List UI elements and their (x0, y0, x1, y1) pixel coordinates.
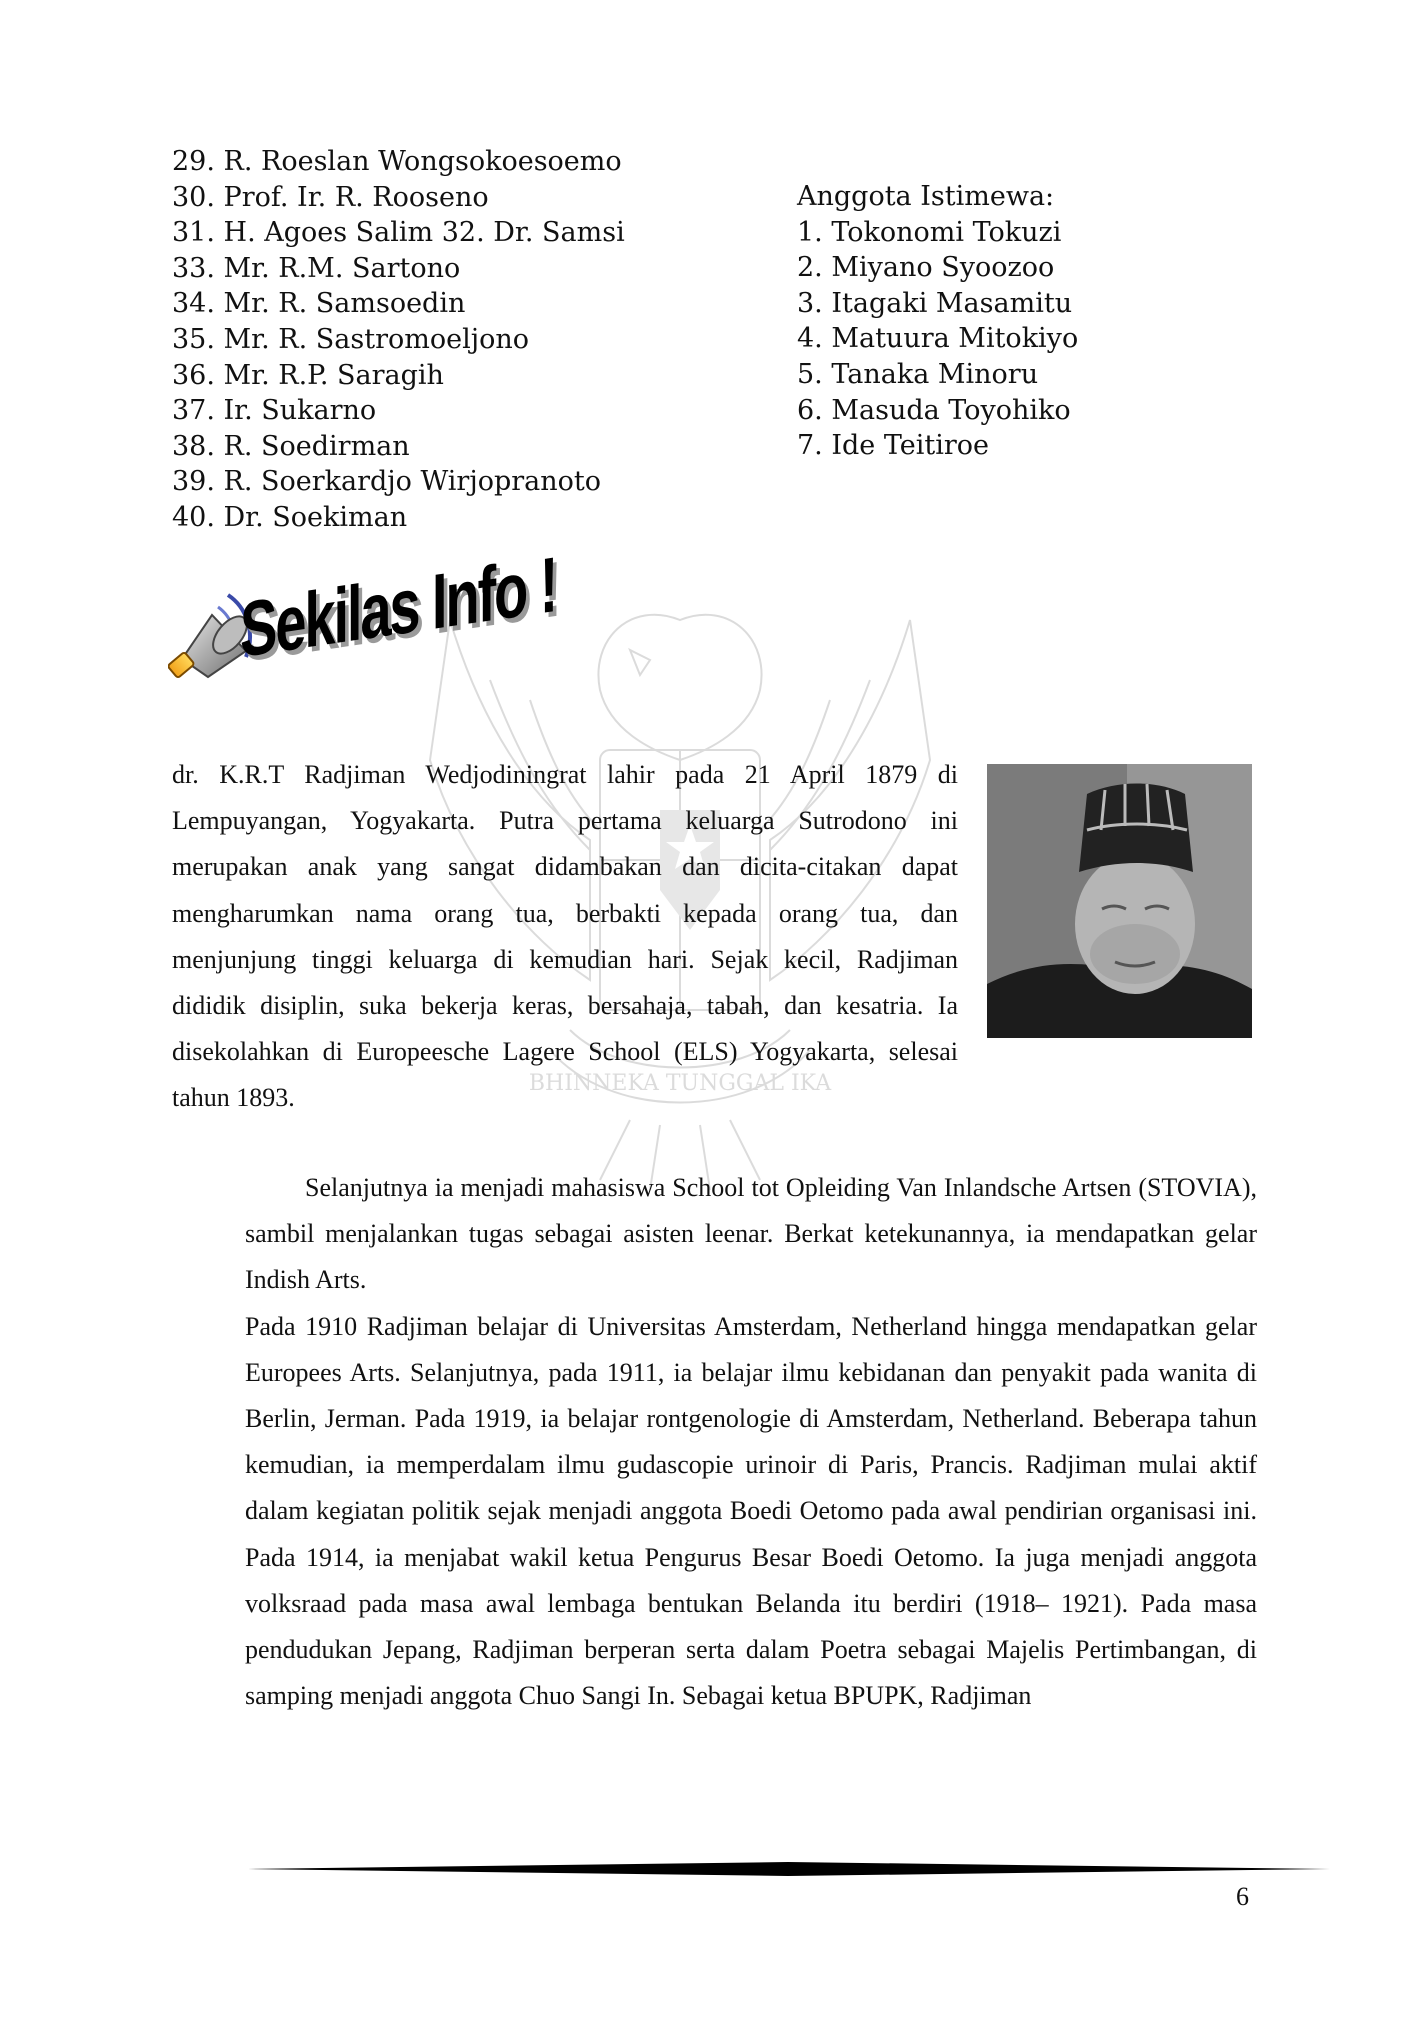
special-members-heading: Anggota Istimewa: (797, 181, 1055, 212)
list-item: 4. Matuura Mitokiyo (797, 323, 1079, 355)
list-item: 6. Masuda Toyohiko (797, 394, 1071, 426)
list-item: 40. Dr. Soekiman (172, 501, 408, 533)
watermark-motto: BHINNEKA TUNGGAL IKA (528, 1071, 832, 1096)
portrait-photo (987, 764, 1252, 1038)
list-item: 29. R. Roeslan Wongsokoesoemo (172, 146, 622, 177)
sekilas-info-banner (168, 539, 557, 715)
portrait-image-icon (987, 764, 1252, 1038)
list-item: 3. Itagaki Masamitu (797, 287, 1073, 319)
list-item: 7. Ide Teitiroe (797, 430, 990, 462)
body-paragraph: Pada 1910 Radjiman belajar di Universitas Amsterdam, Netherland hingga mendapatkan gelar Europees Arts. Selanjutnya, pada 1911, ia belajar ilmu kebidanan dan penyakit pada wanita di Berlin, Jerman. Pada 1919, ia belajar rontgenologie di Amsterdam, Netherland. Beberapa tahun kemudian, ia memperdalam ilmu gudascopie urinoir di Paris, Prancis. Radjiman mulai aktif dalam kegiatan politik sejak menjadi anggota Boedi Oetomo pada awal pendirian organisasi ini. Pada 1914, ia menjabat wakil ketua Pengurus Besar Boedi Oetomo. Ia juga menjadi anggota volksraad pada masa awal lembaga bentukan Belanda itu berdiri (1918– 1921). Pada masa pendudukan Jepang, Radjiman berperan serta dalam Poetra sebagai Majelis Pertimbangan, di samping menjadi anggota Chuo Sangi In. Sebagai ketua BPUPK, Radjiman (245, 1311, 1257, 1711)
intro-text: dr. K.R.T Radjiman Wedjodiningrat lahir pada 21 April 1879 di Lempuyangan, Yogyakarta. Putra pertama keluarga Sutrodono ini merupakan anak yang sangat didambakan dan dicita-citakan dapat mengharumkan nama orang tua, berbakti kepada orang tua, dan menjunjung tinggi keluarga di kemudian hari. Sejak kecil, Radjiman dididik disiplin, suka bekerja keras, bersahaja, tabah, dan kesatria. Ia disekolahkan di Europeesche Lagere School (ELS) Yogyakarta, selesai tahun 1893. (172, 760, 958, 1113)
list-item: 31. H. Agoes Salim 32. Dr. Samsi (172, 217, 625, 249)
list-item: 30. Prof. Ir. R. Rooseno (172, 181, 489, 213)
list-item: 36. Mr. R.P. Saragih (172, 359, 444, 391)
list-item: 38. R. Soedirman (172, 430, 410, 462)
members-list (172, 144, 625, 536)
banner-title: Sekilas Info ! (240, 539, 557, 674)
list-item: 2. Miyano Syoozoo (797, 252, 1055, 284)
list-item: 5. Tanaka Minoru (797, 358, 1039, 390)
biography-body (245, 1165, 1257, 1719)
list-item: 35. Mr. R. Sastromoeljono (172, 323, 529, 355)
special-members-list (797, 179, 1078, 464)
list-item: 1. Tokonomi Tokuzi (797, 216, 1062, 248)
list-item: 33. Mr. R.M. Sartono (172, 252, 461, 284)
footer-divider (248, 1862, 1330, 1876)
list-item: 37. Ir. Sukarno (172, 395, 377, 427)
intro-paragraph (172, 752, 958, 1122)
list-item: 34. Mr. R. Samsoedin (172, 288, 466, 320)
page-number: 6 (1236, 1882, 1249, 1911)
body-paragraph: Selanjutnya ia menjadi mahasiswa School tot Opleiding Van Inlandsche Artsen (STOVIA), sambil menjalankan tugas sebagai asisten leenar. Berkat ketekunannya, ia mendapatkan gelar Indish Arts. (245, 1173, 1257, 1295)
list-item: 39. R. Soerkardjo Wirjopranoto (172, 466, 601, 498)
